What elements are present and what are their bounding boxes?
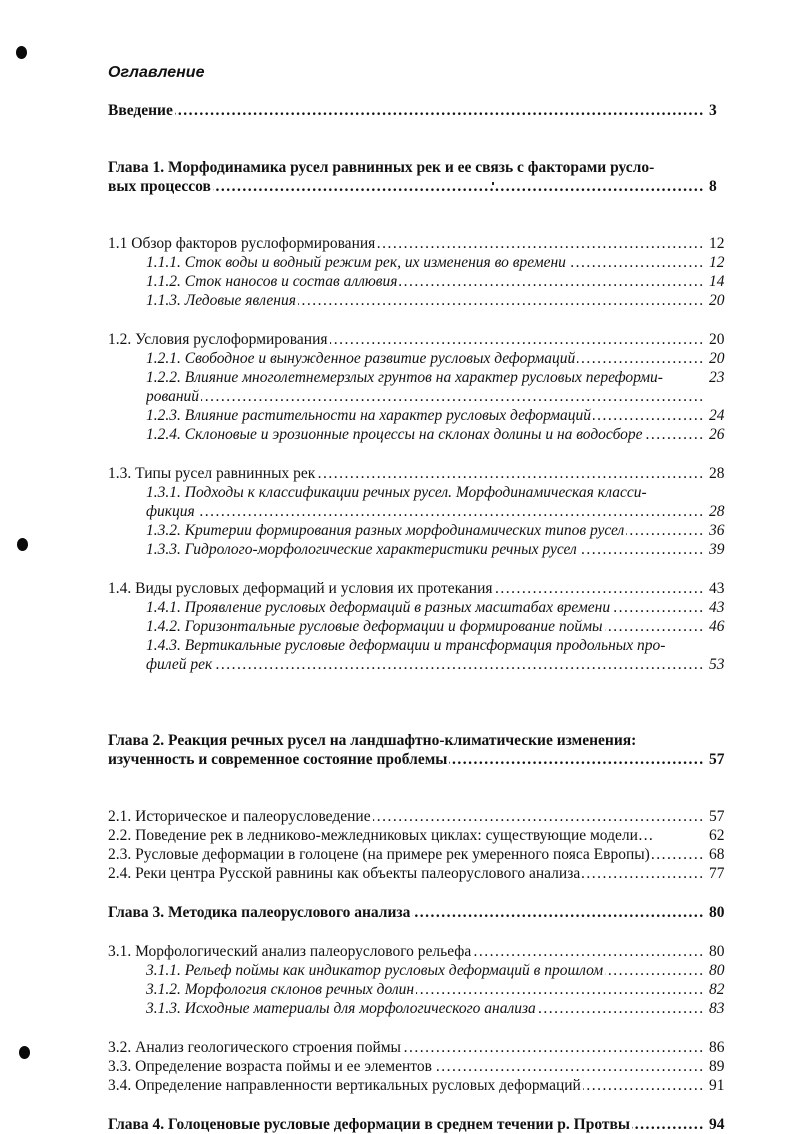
page-number: 20 — [709, 291, 733, 310]
page-number: 86 — [709, 1038, 733, 1057]
entry-label-line2: фикция — [146, 503, 195, 520]
entry-label: 1.4. Виды русловых деформаций и условия их протекания — [108, 580, 493, 597]
page-number: 43 — [709, 598, 733, 617]
page-number: 20 — [709, 330, 733, 349]
toc-entry-section-1-3[interactable] — [108, 464, 733, 483]
entry-label: 1.2. Условия руслоформирования — [108, 331, 328, 348]
toc-entry-subsection-3-1-1[interactable] — [108, 961, 733, 980]
entry-label-line2: филей рек — [146, 656, 213, 673]
toc-title: Оглавление — [108, 64, 205, 81]
toc-entry-subsection-1-1-2[interactable] — [108, 272, 733, 291]
entry-label: 1.1 Обзор факторов руслоформирования — [108, 235, 376, 252]
entry-label: Глава 4. Голоценовые русловые деформации в среднем течении р. Протвы — [108, 1116, 630, 1133]
page-number: 8 — [709, 177, 733, 196]
entry-label: 2.3. Русловые деформации в голоцене (на примере рек умеренного пояса Европы) — [108, 846, 650, 863]
entry-label-line1: Глава 1. Морфодинамика русел равнинных рек и ее связь с факторами русло- — [108, 159, 655, 176]
toc-entry-subsection-1-3-2[interactable] — [108, 521, 733, 540]
page-number: 57 — [709, 807, 733, 826]
toc-entry-section-1-2[interactable] — [108, 330, 733, 349]
page-number: 3 — [709, 101, 733, 120]
page-number: 20 — [709, 349, 733, 368]
toc-entry-subsection-1-1-1[interactable] — [108, 253, 733, 272]
entry-label: 1.1.3. Ледовые явления — [146, 292, 296, 309]
entry-label-line2: рований — [146, 388, 200, 405]
page-number: 12 — [709, 234, 733, 253]
page-number: 12 — [709, 253, 733, 272]
entry-label: 3.1.1. Рельеф поймы как индикатор русловых деформаций в прошлом — [146, 962, 604, 979]
toc-entry-subsection-1-4-2[interactable] — [108, 617, 733, 636]
toc-entry-section-1-1[interactable] — [108, 234, 733, 253]
toc-entry-section-3-4[interactable] — [108, 1076, 733, 1095]
toc-entry-subsection-1-2-1[interactable] — [108, 349, 733, 368]
page-number: 80 — [709, 942, 733, 961]
toc-entry-section-1-4[interactable] — [108, 579, 733, 598]
toc-entry-subsection-1-3-3[interactable] — [108, 540, 733, 559]
page-number: 91 — [709, 1076, 733, 1095]
entry-label: Введение — [108, 102, 173, 119]
page-number: 80 — [709, 903, 733, 922]
entry-label-line1: Глава 2. Реакция речных русел на ландшафтно-климатические изменения: — [108, 732, 637, 749]
entry-label: 1.4.2. Горизонтальные русловые деформации и формирование поймы — [146, 618, 603, 635]
entry-label: 2.2. Поведение рек в ледниково-межледниковых циклах: существующие модели… — [108, 827, 654, 844]
entry-label: 2.1. Историческое и палеорусловедение — [108, 808, 371, 825]
toc-entry-chapter-3[interactable] — [108, 903, 733, 922]
page-number: 28 — [709, 502, 733, 521]
page-number: 28 — [709, 464, 733, 483]
toc-entry-subsection-3-1-2[interactable] — [108, 980, 733, 999]
page-number: 23 — [709, 368, 733, 387]
toc-entry-section-2-2[interactable] — [108, 826, 733, 845]
punch-hole-mark — [16, 46, 27, 59]
entry-label: 1.3.3. Гидролого-морфологические характеристики речных русел — [146, 541, 577, 558]
toc-entry-subsection-1-4-3[interactable] — [108, 636, 733, 674]
toc-entry-section-2-1[interactable] — [108, 807, 733, 826]
entry-label: Глава 3. Методика палеоруслового анализа — [108, 904, 411, 921]
page-number: 46 — [709, 617, 733, 636]
page-number: 77 — [709, 864, 733, 883]
toc-entry-subsection-1-4-1[interactable] — [108, 598, 733, 617]
toc-entry-subsection-1-2-4[interactable] — [108, 425, 733, 444]
entry-label: 1.2.1. Свободное и вынужденное развитие русловых деформаций — [146, 350, 576, 367]
toc-entry-chapter-4[interactable] — [108, 1115, 733, 1134]
toc-entry-chapter-2[interactable] — [108, 731, 733, 769]
punch-hole-mark — [19, 1046, 30, 1059]
toc-entry-section-3-3[interactable] — [108, 1057, 733, 1076]
page-number: 89 — [709, 1057, 733, 1076]
page-number: 62 — [709, 826, 733, 845]
entry-label-line1: 1.4.3. Вертикальные русловые деформации и трансформация продольных про- — [146, 637, 666, 654]
entry-label: 3.1. Морфологический анализ палеоруслового рельефа — [108, 943, 472, 960]
toc-entry-subsection-1-1-3[interactable] — [108, 291, 733, 310]
entry-label: 2.4. Реки центра Русской равнины как объекты палеоруслового анализа — [108, 865, 581, 882]
entry-label: 1.2.4. Склоновые и эрозионные процессы на склонах долины и на водосборе — [146, 426, 643, 443]
entry-label-line1: 1.2.2. Влияние многолетнемерзлых грунтов на характер русловых переформи- — [146, 369, 663, 386]
entry-label: 1.3.2. Критерии формирования разных морфодинамических типов русел — [146, 522, 625, 539]
toc-entry-chapter-1[interactable] — [108, 158, 733, 196]
entry-label: 3.2. Анализ геологического строения поймы — [108, 1039, 401, 1056]
entry-label-line2: изученность и современное состояние проблемы — [108, 751, 448, 768]
entry-label: 3.4. Определение направленности вертикальных русловых деформаций — [108, 1077, 581, 1094]
toc-entry-intro[interactable] — [108, 101, 733, 120]
page-number: 39 — [709, 540, 733, 559]
entry-label: 1.3. Типы русел равнинных рек — [108, 465, 316, 482]
page-number: 83 — [709, 999, 733, 1018]
page-number: 82 — [709, 980, 733, 999]
page-number: 26 — [709, 425, 733, 444]
entry-label: 3.1.2. Морфология склонов речных долин — [146, 981, 415, 998]
entry-label: 1.1.1. Сток воды и водный режим рек, их изменения во времени — [146, 254, 566, 271]
page-number: 80 — [709, 961, 733, 980]
toc-entry-section-3-2[interactable] — [108, 1038, 733, 1057]
entry-label: 3.3. Определение возраста поймы и ее элементов — [108, 1058, 432, 1075]
entry-label: 3.1.3. Исходные материалы для морфологического анализа — [146, 1000, 536, 1017]
toc-entry-section-2-4[interactable] — [108, 864, 733, 883]
page-number: 68 — [709, 845, 733, 864]
page-number: 43 — [709, 579, 733, 598]
toc-entry-subsection-1-2-2[interactable] — [108, 368, 733, 406]
toc-entry-subsection-1-2-3[interactable] — [108, 406, 733, 425]
entry-label: 1.4.1. Проявление русловых деформаций в разных масштабах времени — [146, 599, 611, 616]
table-of-contents — [108, 62, 733, 1134]
punch-hole-mark — [17, 538, 28, 551]
entry-label: 1.2.3. Влияние растительности на характер русловых деформаций — [146, 407, 591, 424]
page-number: 57 — [709, 750, 733, 769]
page-number: 24 — [709, 406, 733, 425]
page-number: 53 — [709, 655, 733, 674]
page-number: 36 — [709, 521, 733, 540]
entry-label-line1: 1.3.1. Подходы к классификации речных русел. Морфодинамическая класси- — [146, 484, 647, 501]
toc-entry-section-3-1[interactable] — [108, 942, 733, 961]
page-number: 14 — [709, 272, 733, 291]
page-number: 94 — [709, 1115, 733, 1134]
entry-label: 1.1.2. Сток наносов и состав аллювия — [146, 273, 398, 290]
entry-label-line2: вых процессов — [108, 178, 211, 195]
toc-entry-subsection-3-1-3[interactable] — [108, 999, 733, 1018]
toc-entry-subsection-1-3-1[interactable] — [108, 483, 733, 521]
toc-entry-section-2-3[interactable] — [108, 845, 733, 864]
